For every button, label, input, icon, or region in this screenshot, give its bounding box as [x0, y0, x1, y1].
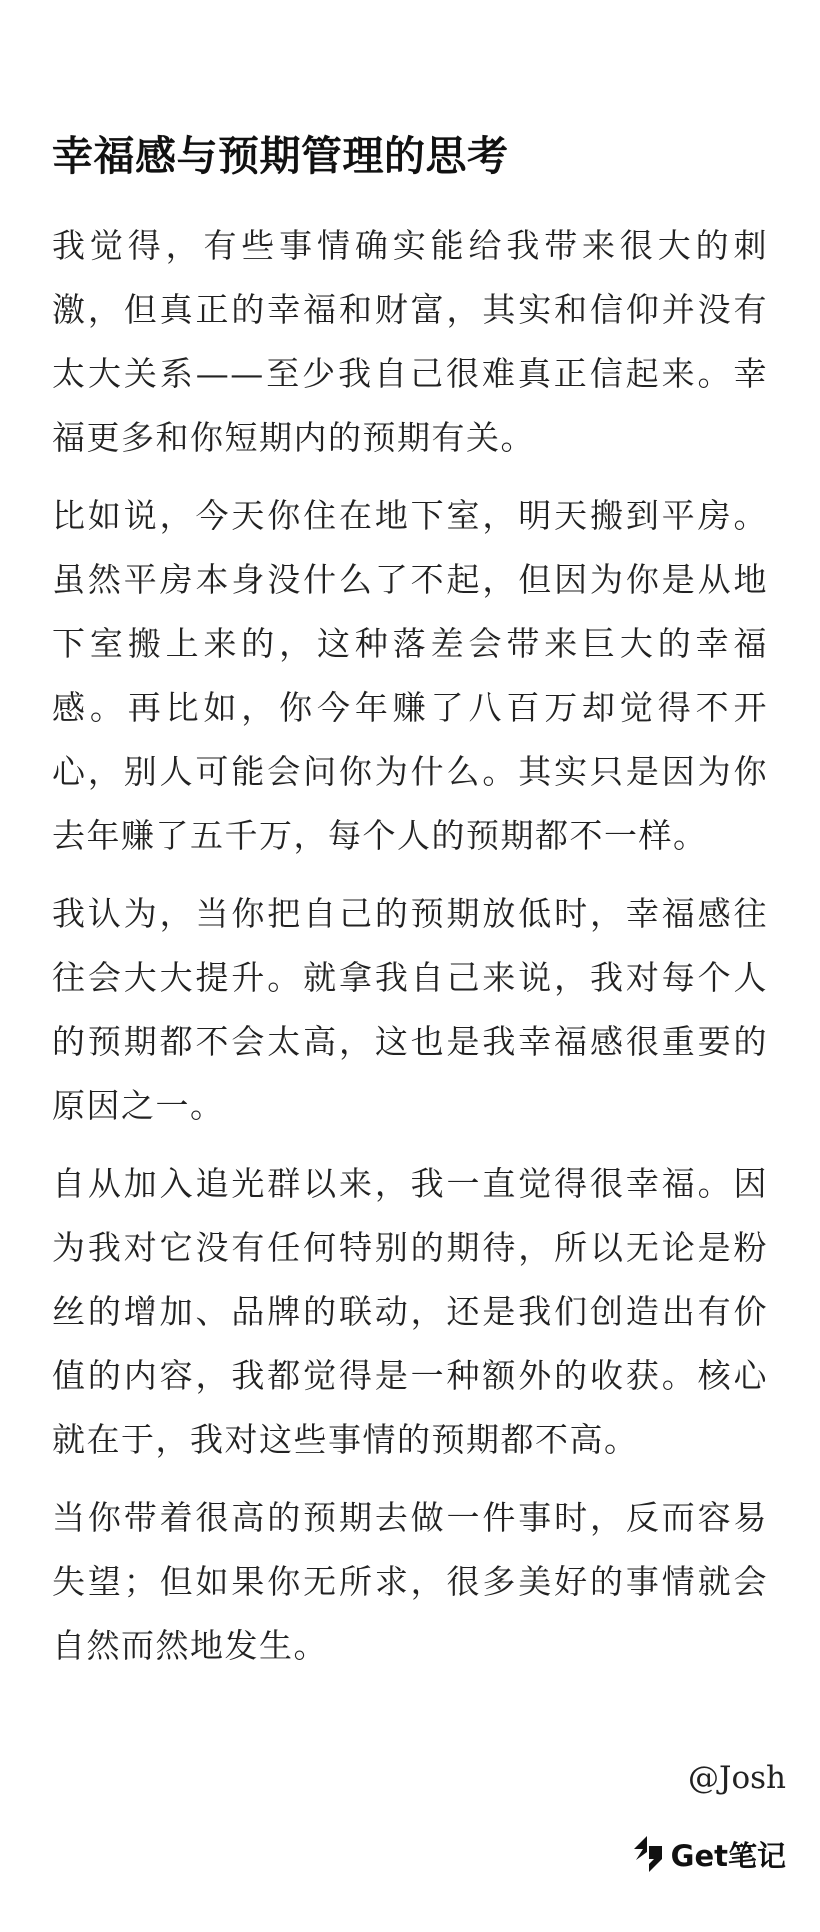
article-title: 幸福感与预期管理的思考 [52, 132, 509, 180]
get-notes-logo-icon [631, 1834, 665, 1874]
article-paragraph-5: 当你带着很高的预期去做一件事时，反而容易失望；但如果你无所求，很多美好的事情就会自然而然地发生。 [52, 1498, 768, 1665]
article-paragraph-1: 我觉得，有些事情确实能给我带来很大的刺激，但真正的幸福和财富，其实和信仰并没有太大关系——至少我自己很难真正信起来。幸福更多和你短期内的预期有关。 [52, 226, 768, 457]
brand-mark [631, 1832, 786, 1876]
article-paragraph-2: 比如说，今天你住在地下室，明天搬到平房。虽然平房本身没什么了不起，但因为你是从地下室搬上来的，这种落差会带来巨大的幸福感。再比如，你今年赚了八百万却觉得不开心，别人可能会问你为什么。其实只是因为你去年赚了五千万，每个人的预期都不一样。 [52, 496, 768, 855]
author-handle: @Josh [688, 1760, 786, 1796]
article-paragraph-3: 我认为，当你把自己的预期放低时，幸福感往往会大大提升。就拿我自己来说，我对每个人的预期都不会太高，这也是我幸福感很重要的原因之一。 [52, 894, 768, 1125]
article [52, 118, 768, 1692]
brand-name: Get笔记 [670, 1838, 786, 1873]
article-paragraph-4: 自从加入追光群以来，我一直觉得很幸福。因为我对它没有任何特别的期待，所以无论是粉丝的增加、品牌的联动，还是我们创造出有价值的内容，我都觉得是一种额外的收获。核心就在于，我对这些事情的预期都不高。 [52, 1164, 768, 1459]
